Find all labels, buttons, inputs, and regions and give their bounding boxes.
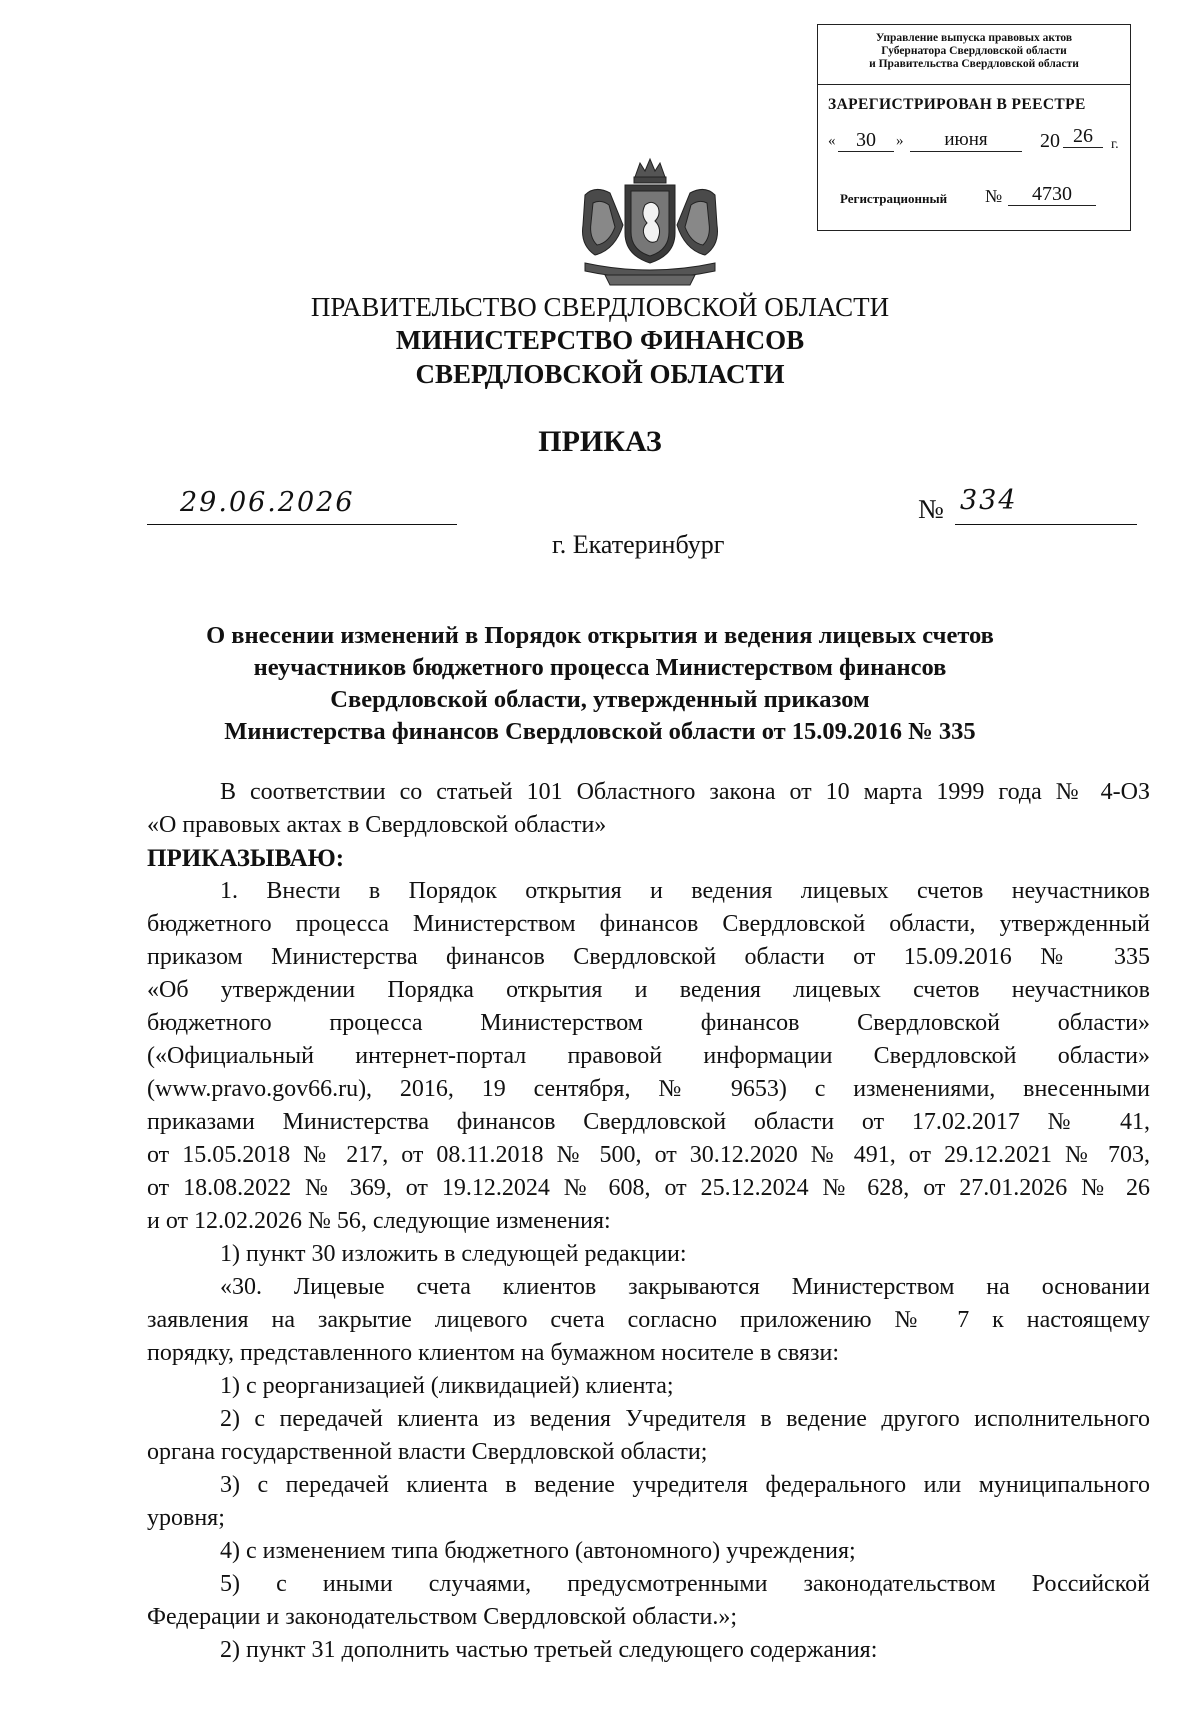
city: г. Екатеринбург xyxy=(552,530,725,559)
ministry-region-title: СВЕРДЛОВСКОЙ ОБЛАСТИ xyxy=(415,359,785,389)
stamp-month: июня xyxy=(910,129,1022,152)
body-line: Федерации и законодательством Свердловской области.»; xyxy=(147,1604,738,1630)
body-line: «О правовых актах в Свердловской области» xyxy=(147,812,607,838)
coat-of-arms-emblem xyxy=(565,155,735,290)
document-title-line: неучастников бюджетного процесса Министерством финансов xyxy=(253,654,947,681)
body-line: и от 12.02.2026 № 56, следующие изменения: xyxy=(147,1208,611,1234)
date-underline xyxy=(147,524,457,525)
stamp-reg-number: 4730 xyxy=(1008,183,1096,206)
body-line: 5) с иными случаями, предусмотренными законодательством Российской xyxy=(220,1571,1150,1597)
order-number-handwritten: 334 xyxy=(960,485,1018,516)
stamp-day: 30 xyxy=(838,129,894,152)
stamp-header-line: Управление выпуска правовых актов xyxy=(875,32,1073,44)
stamp-year-mark: г. xyxy=(1111,137,1119,152)
number-underline xyxy=(955,524,1137,525)
body-line: («Официальный интернет-портал правовой информации Свердловской области» xyxy=(147,1043,1150,1069)
stamp-header-line: Губернатора Свердловской области xyxy=(881,45,1067,57)
body-line: приказами Министерства финансов Свердловской области от 17.02.2017 № 41, xyxy=(147,1109,1150,1135)
body-line: приказом Министерства финансов Свердловской области от 15.09.2016 № 335 xyxy=(147,944,1150,970)
body-line: от 18.08.2022 № 369, от 19.12.2024 № 608, от 25.12.2024 № 628, от 27.01.2026 № 26 xyxy=(147,1175,1150,1201)
order-word: ПРИКАЗЫВАЮ: xyxy=(147,845,345,872)
body-line: «30. Лицевые счета клиентов закрываются Министерством на основании xyxy=(220,1274,1150,1300)
body-line: «Об утверждении Порядка открытия и ведения лицевых счетов неучастников xyxy=(147,977,1150,1003)
body-line: бюджетного процесса Министерством финансов Свердловской области» xyxy=(147,1010,1150,1036)
body-line: 3) с передачей клиента в ведение учредителя федерального или муниципального xyxy=(220,1472,1150,1498)
document-title-line: О внесении изменений в Порядок открытия и ведения лицевых счетов xyxy=(206,622,994,649)
body-line: бюджетного процесса Министерством финансов Свердловской области, утвержденный xyxy=(147,911,1150,937)
body-line: 1) пункт 30 изложить в следующей редакции: xyxy=(220,1241,687,1267)
document-body xyxy=(147,776,1150,1667)
document-title-line: Свердловской области, утвержденный приказом xyxy=(330,686,870,713)
order-number-sign: № xyxy=(918,494,944,524)
stamp-year-suffix: 26 xyxy=(1063,125,1103,148)
stamp-header-line: и Правительства Свердловской области xyxy=(869,58,1079,70)
body-line: В соответствии со статьей 101 Областного закона от 10 марта 1999 года № 4-ОЗ xyxy=(220,779,1150,805)
body-line: 4) с изменением типа бюджетного (автономного) учреждения; xyxy=(220,1538,856,1564)
stamp-header xyxy=(818,25,1130,85)
registration-stamp xyxy=(817,24,1131,231)
body-line: органа государственной власти Свердловской области; xyxy=(147,1439,708,1465)
body-line: (www.pravo.gov66.ru), 2016, 19 сентября, № 9653) с изменениями, внесенными xyxy=(147,1076,1150,1102)
body-line: 1) с реорганизацией (ликвидацией) клиента; xyxy=(220,1373,674,1399)
body-line: заявления на закрытие лицевого счета согласно приложению № 7 к настоящему xyxy=(147,1307,1150,1333)
government-title: ПРАВИТЕЛЬСТВО СВЕРДЛОВСКОЙ ОБЛАСТИ xyxy=(310,292,890,322)
stamp-registered-label: ЗАРЕГИСТРИРОВАН В РЕЕСТРЕ xyxy=(828,96,1086,113)
stamp-quote-open: « xyxy=(828,133,836,149)
document-title-line: Министерства финансов Свердловской области от 15.09.2016 № 335 xyxy=(224,718,976,745)
stamp-quote-close: » xyxy=(896,133,904,149)
order-date-handwritten: 29.06.2026 xyxy=(180,487,355,518)
body-line: 2) пункт 31 дополнить частью третьей следующего содержания: xyxy=(220,1637,878,1663)
ministry-title: МИНИСТЕРСТВО ФИНАНСОВ xyxy=(395,325,805,355)
stamp-reg-sign: № xyxy=(985,186,1003,206)
body-line: 1. Внести в Порядок открытия и ведения лицевых счетов неучастников xyxy=(220,878,1150,904)
stamp-reg-label: Регистрационный xyxy=(840,191,948,206)
document-type: ПРИКАЗ xyxy=(538,425,662,458)
body-line: уровня; xyxy=(147,1505,225,1531)
body-line: порядку, представленного клиентом на бумажном носителе в связи: xyxy=(147,1340,839,1366)
stamp-year-prefix: 20 xyxy=(1040,130,1060,152)
body-line: от 15.05.2018 № 217, от 08.11.2018 № 500, от 30.12.2020 № 491, от 29.12.2021 № 703, xyxy=(147,1142,1150,1168)
body-line: 2) с передачей клиента из ведения Учредителя в ведение другого исполнительного xyxy=(220,1406,1150,1432)
